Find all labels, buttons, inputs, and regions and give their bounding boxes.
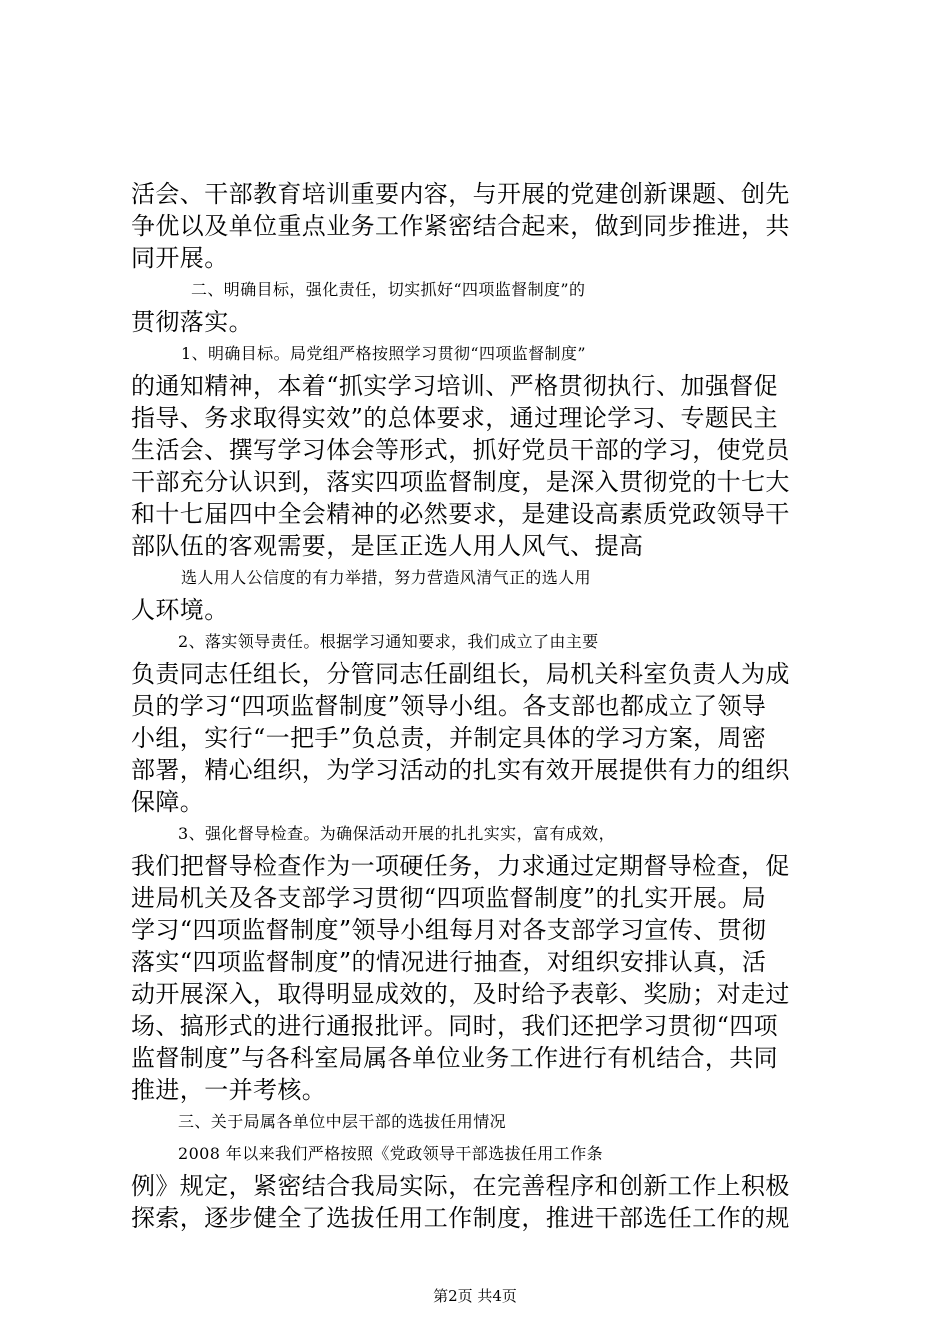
subsection-heading: 2、落实领导责任。根据学习通知要求，我们成立了由主要 [178, 632, 599, 651]
text-line: 员的学习“四项监督制度”领导小组。各支部也都成立了领导 [131, 692, 767, 720]
text-line: 和十七届四中全会精神的必然要求，是建设高素质党政领导干 [131, 500, 790, 528]
text-line: 推进，一并考核。 [131, 1076, 327, 1104]
text-line: 指导、务求取得实效”的总体要求，通过理论学习、专题民主 [131, 404, 779, 432]
text-line: 负责同志任组长，分管同志任副组长，局机关科室负责人为成 [131, 660, 790, 688]
text-line: 活会、干部教育培训重要内容，与开展的党建创新课题、创先 [131, 180, 790, 208]
text-line: 小组，实行“一把手”负总责，并制定具体的学习方案，周密 [131, 724, 767, 752]
text-line: 学习“四项监督制度”领导小组每月对各支部学习宣传、贯彻 [131, 916, 767, 944]
text-line: 干部充分认识到，落实四项监督制度，是深入贯彻党的十七大 [131, 468, 790, 496]
text-line: 2008 年以来我们严格按照《党政领导干部选拔任用工作条 [178, 1144, 604, 1163]
text-line: 监督制度”与各科室局属各单位业务工作进行有机结合，共同 [131, 1044, 779, 1072]
subsection-heading: 1、明确目标。局党组严格按照学习贯彻“四项监督制度” [181, 344, 586, 363]
text-line: 我们把督导检查作为一项硬任务，力求通过定期督导检查，促 [131, 852, 790, 880]
text-line: 同开展。 [131, 244, 229, 272]
text-line: 落实“四项监督制度”的情况进行抽查，对组织安排认真，活 [131, 948, 767, 976]
subsection-heading: 3、强化督导检查。为确保活动开展的扎扎实实，富有成效， [178, 824, 615, 843]
text-line: 争优以及单位重点业务工作紧密结合起来，做到同步推进，共 [131, 212, 790, 240]
text-line: 选人用人公信度的有力举措，努力营造风清气正的选人用 [181, 568, 592, 587]
text-line: 进局机关及各支部学习贯彻“四项监督制度”的扎实开展。局 [131, 884, 767, 912]
text-line: 的通知精神，本着“抓实学习培训、严格贯彻执行、加强督促 [131, 372, 779, 400]
text-line: 人环境。 [131, 596, 229, 624]
text-line: 保障。 [131, 788, 205, 816]
text-line: 部队伍的客观需要，是匡正选人用人风气、提高 [131, 532, 644, 560]
text-line: 场、搞形式的进行通报批评。同时，我们还把学习贯彻“四项 [131, 1012, 779, 1040]
text-line: 部署，精心组织，为学习活动的扎实有效开展提供有力的组织 [131, 756, 790, 784]
page-number-footer: 第2页 共4页 [433, 1287, 517, 1305]
text-line: 探索，逐步健全了选拔任用工作制度，推进干部选任工作的规 [131, 1204, 790, 1232]
text-line: 例》规定，紧密结合我局实际，在完善程序和创新工作上积极 [131, 1172, 790, 1200]
section-heading: 三、关于局属各单位中层干部的选拔任用情况 [178, 1112, 507, 1131]
text-line: 贯彻落实。 [131, 308, 253, 336]
text-line: 动开展深入，取得明显成效的，及时给予表彰、奖励；对走过 [131, 980, 790, 1008]
text-line: 生活会、撰写学习体会等形式，抓好党员干部的学习，使党员 [131, 436, 790, 464]
section-heading: 二、明确目标，强化责任，切实抓好“四项监督制度”的 [191, 280, 586, 299]
